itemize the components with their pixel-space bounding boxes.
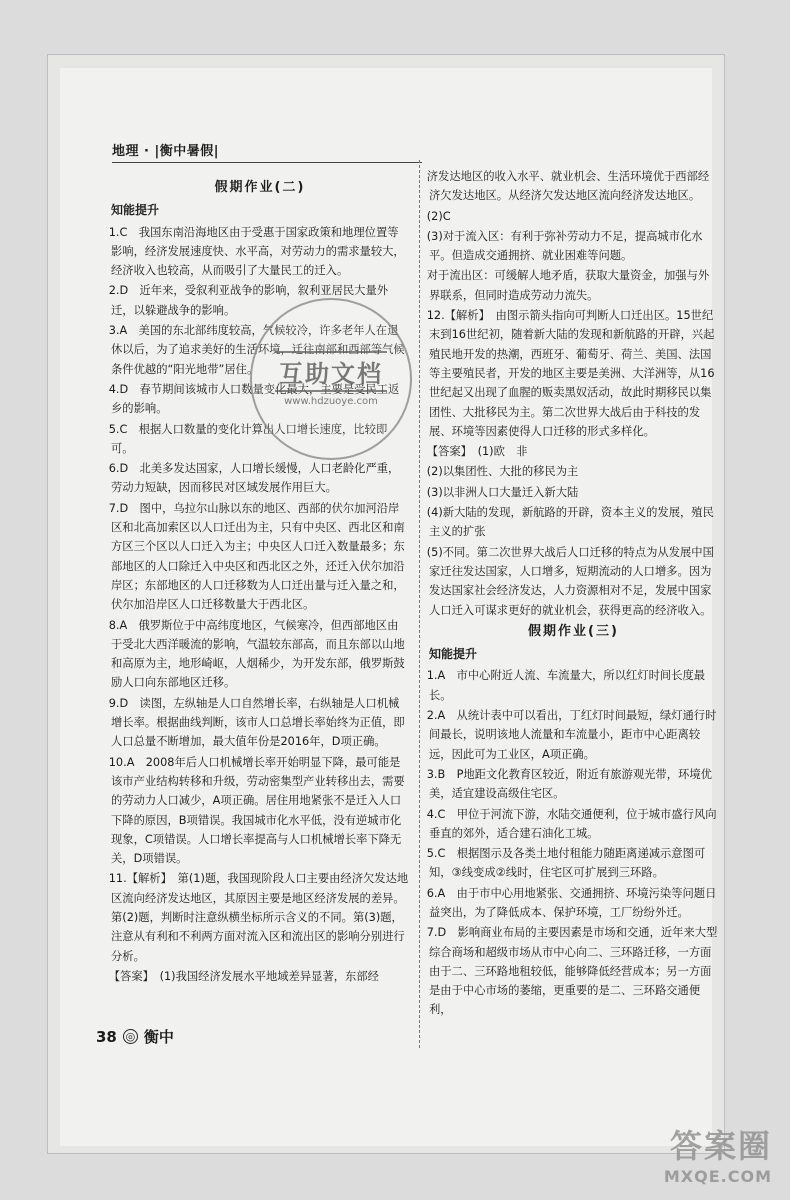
answer-item: 12.【解析】 由图示箭头指向可判断人口迁出区。15世纪末到16世纪初，随着新大陆的发现和新航路的开辟，兴起殖民地开发的热潮，西班牙、葡萄牙、荷兰、美国、法国等主要殖民者，开发的地区主要是美洲、大洋洲等，从16世纪起又出现了血腥的贩卖黑奴活动，故此时期移民以集团性、大批移民为主。第二次世界大战后由于科技的发展、环境等因素使得人口迁移的形式多样化。 bbox=[426, 309, 715, 438]
answer-item: (2)C bbox=[426, 209, 451, 223]
stamp-text: 互助文档 bbox=[275, 351, 387, 392]
stamp-url: www.hdzuoye.com bbox=[284, 396, 378, 407]
answer-item: 1.A 市中心附近人流、车流量大，所以红灯时间长度最长。 bbox=[426, 669, 706, 702]
answer-item: 7.D 图中，乌拉尔山脉以东的地区、西部的伏尔加河沿岸区和北高加索区以人口迁出为主，只有中央区、西北区和南方区三个区以人口迁入为主；中央区人口迁入数量最多；东部地区的人口除迁入中央区和西北区之外，还迁入伏尔加沿岸区；东部地区的人口迁移数为人口迁出量与迁入量之和，伏尔加沿岸区人口迁移数量大于西北区。 bbox=[108, 501, 405, 612]
answer-item: 对于流出区：可缓解人地矛盾，获取大量资金，加强与外界联系，但同时造成劳动力流失。 bbox=[426, 269, 710, 302]
answer-item: 5.C 根据人口数量的变化计算出人口增长速度，比较即可。 bbox=[108, 422, 388, 455]
answer-item: 4.C 甲位于河流下游，水陆交通便利，位于城市盛行风向垂直的郊外，适合建石油化工城。 bbox=[426, 807, 717, 840]
answer-item: 3.B P地距文化教育区较近，附近有旅游观光带，环境优美，适宜建设高级住宅区。 bbox=[426, 767, 712, 801]
answer-item: 11.【解析】 第(1)题，我国现阶段人口主要由经济欠发达地区流向经济发达地区，其原因主要是地区经济发展的差异。第(2)题，判断时注意纵横坐标所示含义的不同。第(3)题，注意从有利和不利两方面对流入区和流出区的影响分别进行分析。 bbox=[108, 872, 409, 963]
footer-brand: 衡中 bbox=[143, 1028, 174, 1046]
answer-item: (3)对于流入区：有利于弥补劳动力不足，提高城市化水平。但造成交通拥挤、就业困难等问题。 bbox=[426, 229, 703, 263]
answer-item: (5)不同。第二次世界大战后人口迁移的特点为从发展中国家迁往发达国家，人口增多，短期流动的人口增多。因为发达国家社会经济发达，人力资源相对不足，发展中国家人口迁入可谋求更好的就业机会，获得更高的经济收入。 bbox=[426, 545, 714, 617]
answer-item: 2.D 近年来，受叙利亚战争的影响，叙利亚居民大量外迁，以躲避战争的影响。 bbox=[108, 284, 389, 317]
corner-watermark bbox=[664, 1121, 772, 1186]
answer-item: 3.A 美国的东北部纬度较高，气候较冷，许多老年人在退休以后，为了追求美好的生活环境，迁往南部和西部等气候条件优越的“阳光地带”居住。 bbox=[108, 324, 405, 376]
answer-item: 济发达地区的收入水平、就业机会、生活环境优于西部经济欠发达地区。从经济欠发达地区流向经济发达地区。 bbox=[426, 170, 710, 203]
answer-item: 2.A 从统计表中可以看出，丁红灯时间最短，绿灯通行时间最长，说明该地人流量和车流量小，距市中心距离较远，因此可为工业区，A项正确。 bbox=[426, 709, 717, 761]
watermark-stamp bbox=[250, 298, 412, 460]
answer-item: 1.C 我国东南沿海地区由于受惠于国家政策和地理位置等影响，经济发展速度快、水平高，对劳动力的需求量较大，经济收入也较高，从而吸引了大量民工的迁入。 bbox=[108, 225, 405, 278]
left-column bbox=[108, 176, 409, 987]
page-footer bbox=[96, 1026, 174, 1047]
answer-item: 10.A 2008年后人口机械增长率开始明显下降，最可能是该市产业结构转移和升级，劳动密集型产业转移出去，需要的劳动力人口减少，A项正确。居住用地紧张不是迁入人口下降的原因，B项错误。我国城市化水平低，没有逆城市化现象，C项错误。人口增长率提高与人口机械增长率下降无关，D项错误。 bbox=[108, 755, 405, 866]
header-rule bbox=[112, 162, 422, 163]
watermark-url: MXQE.COM bbox=[663, 1167, 772, 1186]
answer-item: 5.C 根据图示及各类土地付租能力随距离递减示意图可知，③线变成②线时，住宅区可扩展到三环路。 bbox=[426, 847, 706, 880]
answer-item: 8.A 俄罗斯位于中高纬度地区，气候寒冷，但西部地区由于受北大西洋暖流的影响，气温较东部高，而且东部以山地和高原为主，地形崎岖，人烟稀少，为开发东部，俄罗斯鼓励人口向东部地区迁移。 bbox=[108, 618, 405, 690]
answer-item: 【答案】 (1)欧 非 bbox=[426, 445, 528, 459]
answer-item: 【答案】 (1)我国经济发展水平地域差异显著，东部经 bbox=[108, 969, 379, 983]
answer-item: 9.D 读图，左纵轴是人口自然增长率，右纵轴是人口机械增长率。根据曲线判断，该市人口总增长率始终为正值，即人口总量不断增加，最大值年份是2016年，D项正确。 bbox=[108, 696, 405, 749]
column-divider bbox=[419, 160, 420, 1048]
assignment-title-3: 假期作业(三) bbox=[528, 623, 619, 639]
page-header: 地理 · |衡中暑假| bbox=[112, 144, 219, 159]
answer-item: 7.D 影响商业布局的主要因素是市场和交通，近年来大型综合商场和超级市场从市中心向二、三环路迁移，一方面由于二、三环路地租较低，能够降低经营成本；另一方面是由于中心市场的萎缩，更重要的是二、三环路交通便利， bbox=[426, 926, 718, 1017]
answer-item: (4)新大陆的发现，新航路的开辟，资本主义的发展，殖民主义的扩张 bbox=[426, 506, 714, 539]
section-heading-right: 知能提升 bbox=[429, 647, 478, 662]
answer-item: (2)以集团性、大批的移民为主 bbox=[426, 465, 579, 479]
answer-item: 4.D 春节期间该城市人口数量变化最大，主要是受民工返乡的影响。 bbox=[108, 382, 400, 416]
answer-item: (3)以非洲人口大量迁入新大陆 bbox=[426, 485, 579, 499]
footer-circle-icon: ◎ bbox=[123, 1029, 138, 1044]
assignment-title-2: 假期作业(二) bbox=[214, 180, 306, 195]
answer-item: 6.A 由于市中心用地紧张、交通拥挤、环境污染等问题日益突出，为了降低成本、保护环境，工厂纷纷外迁。 bbox=[426, 886, 717, 919]
page-number: 38 bbox=[96, 1027, 117, 1046]
right-column bbox=[426, 167, 718, 1021]
watermark-text: 答案圈 bbox=[669, 1127, 772, 1165]
section-heading-left: 知能提升 bbox=[111, 203, 160, 218]
answer-item: 6.D 北美多发达国家，人口增长缓慢，人口老龄化严重，劳动力短缺，因而移民对区域发展作用巨大。 bbox=[108, 462, 400, 495]
